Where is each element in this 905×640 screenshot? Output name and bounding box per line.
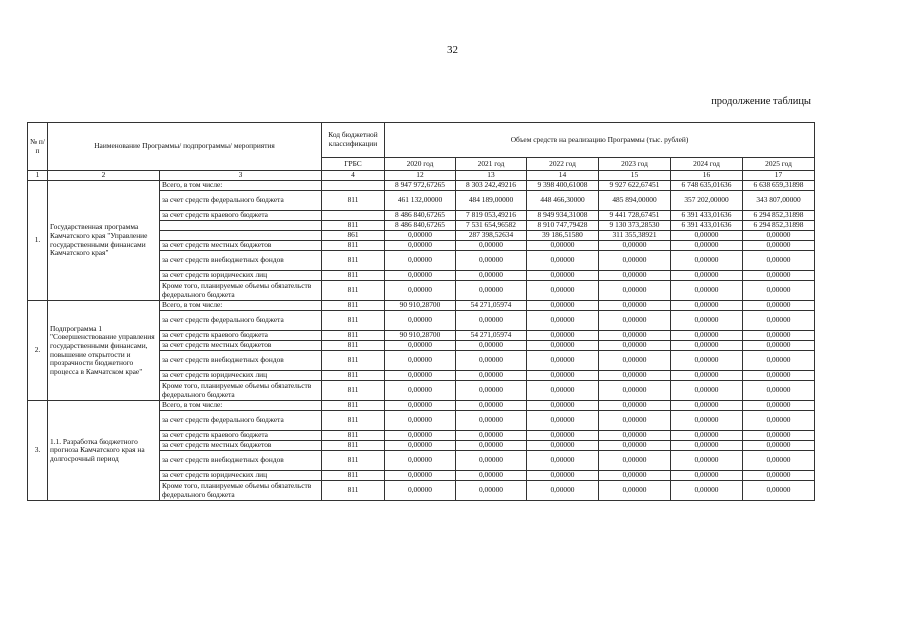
year-value: 0,00000 [385, 381, 456, 401]
year-value: 0,00000 [385, 441, 456, 451]
header-volume: Объем средств на реализацию Программы (тыс. рублей) [385, 123, 815, 158]
funding-source: Всего, в том числе: [160, 181, 322, 191]
year-value: 0,00000 [671, 301, 743, 311]
funding-source: Кроме того, планируемые объемы обязательств федерального бюджета [160, 281, 322, 301]
year-value: 90 910,28700 [385, 301, 456, 311]
funding-source: за счет средств федерального бюджета [160, 311, 322, 331]
year-value: 8 947 972,67265 [385, 181, 456, 191]
year-value: 9 927 622,67451 [599, 181, 671, 191]
year-value: 0,00000 [456, 471, 527, 481]
row-index: 3. [28, 401, 48, 501]
year-value: 0,00000 [743, 441, 815, 451]
column-number: 4 [322, 171, 385, 181]
grbs-code: 811 [322, 331, 385, 341]
year-value: 0,00000 [671, 381, 743, 401]
year-value: 6 294 852,31898 [743, 221, 815, 231]
year-value: 0,00000 [527, 481, 599, 501]
year-value: 7 819 053,49216 [456, 211, 527, 221]
year-value: 0,00000 [743, 231, 815, 241]
year-value: 0,00000 [671, 411, 743, 431]
funding-source: за счет средств краевого бюджета [160, 331, 322, 341]
header-year: 2020 год [385, 158, 456, 171]
year-value: 0,00000 [743, 401, 815, 411]
year-value: 448 466,30000 [527, 191, 599, 211]
grbs-code: 811 [322, 381, 385, 401]
year-value: 0,00000 [527, 251, 599, 271]
grbs-code: 811 [322, 281, 385, 301]
year-value: 0,00000 [385, 411, 456, 431]
header-year: 2025 год [743, 158, 815, 171]
grbs-code: 811 [322, 411, 385, 431]
table-header [28, 123, 815, 181]
year-value: 0,00000 [671, 331, 743, 341]
year-value: 0,00000 [671, 241, 743, 251]
year-value: 0,00000 [599, 351, 671, 371]
year-value: 357 202,00000 [671, 191, 743, 211]
year-value: 0,00000 [743, 271, 815, 281]
year-value: 0,00000 [527, 411, 599, 431]
year-value: 0,00000 [527, 471, 599, 481]
year-value: 0,00000 [527, 451, 599, 471]
year-value: 0,00000 [599, 341, 671, 351]
grbs-code: 811 [322, 221, 385, 231]
year-value: 0,00000 [456, 381, 527, 401]
column-number: 14 [527, 171, 599, 181]
year-value: 0,00000 [599, 331, 671, 341]
budget-table [27, 122, 815, 501]
column-number: 12 [385, 171, 456, 181]
funding-source: за счет средств федерального бюджета [160, 191, 322, 211]
year-value: 0,00000 [456, 371, 527, 381]
year-value: 0,00000 [671, 481, 743, 501]
year-value: 0,00000 [385, 471, 456, 481]
program-name: 1.1. Разработка бюджетного прогноза Камчатского края на долгосрочный период [48, 401, 160, 501]
program-name: Подпрограмма 1 "Совершенствование управления государственными финансами, повышение открытости и прозрачности бюджетного процесса в Камчатском крае" [48, 301, 160, 401]
grbs-code: 811 [322, 471, 385, 481]
header-year: 2024 год [671, 158, 743, 171]
year-value: 0,00000 [385, 351, 456, 371]
year-value: 0,00000 [527, 401, 599, 411]
year-value: 9 398 400,61008 [527, 181, 599, 191]
year-value: 287 398,52634 [456, 231, 527, 241]
year-value: 0,00000 [527, 311, 599, 331]
grbs-code [322, 181, 385, 191]
funding-source: за счет средств краевого бюджета [160, 211, 322, 221]
year-value: 0,00000 [527, 241, 599, 251]
column-number: 15 [599, 171, 671, 181]
column-number: 1 [28, 171, 48, 181]
year-value: 0,00000 [671, 401, 743, 411]
year-value: 0,00000 [527, 381, 599, 401]
year-value: 0,00000 [527, 281, 599, 301]
year-value: 0,00000 [599, 431, 671, 441]
year-value: 0,00000 [671, 281, 743, 301]
grbs-code: 811 [322, 481, 385, 501]
grbs-code: 811 [322, 191, 385, 211]
grbs-code: 811 [322, 301, 385, 311]
header-name: Наименование Программы/ подпрограммы/ мероприятия [48, 123, 322, 171]
year-value: 0,00000 [527, 341, 599, 351]
year-value: 0,00000 [671, 441, 743, 451]
year-value: 0,00000 [385, 451, 456, 471]
year-value: 0,00000 [743, 451, 815, 471]
year-value: 0,00000 [671, 231, 743, 241]
year-value: 0,00000 [599, 301, 671, 311]
year-value: 0,00000 [385, 311, 456, 331]
year-value: 0,00000 [456, 441, 527, 451]
year-value: 0,00000 [385, 231, 456, 241]
page-number: 32 [447, 44, 458, 56]
year-value: 8 486 840,67265 [385, 211, 456, 221]
funding-source [160, 231, 322, 241]
table-row [28, 181, 815, 191]
header-year: 2023 год [599, 158, 671, 171]
column-number: 2 [48, 171, 160, 181]
year-value: 0,00000 [527, 301, 599, 311]
year-value: 0,00000 [599, 281, 671, 301]
grbs-code: 811 [322, 371, 385, 381]
year-value: 0,00000 [385, 371, 456, 381]
funding-source: за счет средств краевого бюджета [160, 431, 322, 441]
year-value: 6 294 852,31898 [743, 211, 815, 221]
funding-source: за счет средств внебюджетных фондов [160, 351, 322, 371]
year-value: 0,00000 [599, 251, 671, 271]
year-value: 0,00000 [599, 241, 671, 251]
continuation-label: продолжение таблицы [711, 96, 811, 107]
year-value: 54 271,05974 [456, 331, 527, 341]
year-value: 0,00000 [743, 341, 815, 351]
header-grbs: ГРБС [322, 158, 385, 171]
grbs-code: 811 [322, 311, 385, 331]
year-value: 0,00000 [527, 271, 599, 281]
table-row [28, 301, 815, 311]
year-value: 0,00000 [671, 371, 743, 381]
year-value: 461 132,00000 [385, 191, 456, 211]
year-value: 8 910 747,79428 [527, 221, 599, 231]
year-value: 0,00000 [456, 351, 527, 371]
year-value: 8 303 242,49216 [456, 181, 527, 191]
year-value: 0,00000 [743, 481, 815, 501]
year-value: 0,00000 [527, 351, 599, 371]
funding-source: за счет средств юридических лиц [160, 471, 322, 481]
year-value: 9 130 373,28530 [599, 221, 671, 231]
year-value: 0,00000 [599, 471, 671, 481]
grbs-code: 811 [322, 451, 385, 471]
year-value: 0,00000 [456, 311, 527, 331]
year-value: 0,00000 [599, 441, 671, 451]
year-value: 90 910,28700 [385, 331, 456, 341]
grbs-code: 811 [322, 351, 385, 371]
year-value: 343 807,00000 [743, 191, 815, 211]
grbs-code: 811 [322, 271, 385, 281]
grbs-code: 811 [322, 241, 385, 251]
funding-source: за счет средств юридических лиц [160, 271, 322, 281]
year-value: 0,00000 [385, 281, 456, 301]
funding-source: за счет средств местных бюджетов [160, 241, 322, 251]
year-value: 0,00000 [671, 311, 743, 331]
grbs-code: 811 [322, 441, 385, 451]
year-value: 0,00000 [671, 431, 743, 441]
row-index: 2. [28, 301, 48, 401]
year-value: 6 391 433,01636 [671, 221, 743, 231]
year-value: 0,00000 [743, 381, 815, 401]
table-row [28, 401, 815, 411]
year-value: 0,00000 [599, 371, 671, 381]
year-value: 0,00000 [456, 431, 527, 441]
year-value: 0,00000 [671, 271, 743, 281]
year-value: 0,00000 [385, 241, 456, 251]
grbs-code: 811 [322, 401, 385, 411]
funding-source: Кроме того, планируемые объемы обязательств федерального бюджета [160, 381, 322, 401]
year-value: 6 748 635,01636 [671, 181, 743, 191]
year-value: 0,00000 [385, 401, 456, 411]
year-value: 0,00000 [456, 341, 527, 351]
funding-source: за счет средств федерального бюджета [160, 411, 322, 431]
funding-source [160, 221, 322, 231]
funding-source: Кроме того, планируемые объемы обязательств федерального бюджета [160, 481, 322, 501]
year-value: 0,00000 [456, 281, 527, 301]
year-value: 0,00000 [743, 311, 815, 331]
year-value: 0,00000 [527, 331, 599, 341]
year-value: 0,00000 [671, 341, 743, 351]
year-value: 0,00000 [599, 271, 671, 281]
funding-source: за счет средств местных бюджетов [160, 441, 322, 451]
year-value: 6 391 433,01636 [671, 211, 743, 221]
year-value: 0,00000 [385, 271, 456, 281]
year-value: 311 355,38921 [599, 231, 671, 241]
year-value: 0,00000 [456, 271, 527, 281]
year-value: 0,00000 [743, 431, 815, 441]
year-value: 0,00000 [743, 281, 815, 301]
funding-source: за счет средств внебюджетных фондов [160, 251, 322, 271]
year-value: 0,00000 [671, 451, 743, 471]
year-value: 0,00000 [385, 251, 456, 271]
grbs-code [322, 211, 385, 221]
year-value: 8 949 934,31008 [527, 211, 599, 221]
column-number: 3 [160, 171, 322, 181]
grbs-code: 811 [322, 431, 385, 441]
column-number-row [28, 171, 815, 181]
year-value: 0,00000 [385, 431, 456, 441]
year-value: 0,00000 [743, 331, 815, 341]
column-number: 16 [671, 171, 743, 181]
year-value: 0,00000 [456, 401, 527, 411]
year-value: 0,00000 [743, 251, 815, 271]
year-value: 0,00000 [743, 411, 815, 431]
row-index: 1. [28, 181, 48, 301]
year-value: 0,00000 [671, 251, 743, 271]
funding-source: за счет средств внебюджетных фондов [160, 451, 322, 471]
year-value: 0,00000 [743, 371, 815, 381]
grbs-code: 811 [322, 341, 385, 351]
year-value: 0,00000 [456, 241, 527, 251]
year-value: 0,00000 [456, 481, 527, 501]
year-value: 0,00000 [743, 241, 815, 251]
column-number: 13 [456, 171, 527, 181]
year-value: 39 186,51580 [527, 231, 599, 241]
year-value: 0,00000 [456, 451, 527, 471]
year-value: 9 441 728,67451 [599, 211, 671, 221]
year-value: 0,00000 [527, 431, 599, 441]
header-year: 2022 год [527, 158, 599, 171]
column-number: 17 [743, 171, 815, 181]
program-name: Государственная программа Камчатского края "Управление государственными финансами Камчатского края" [48, 181, 160, 301]
year-value: 0,00000 [671, 471, 743, 481]
year-value: 8 486 840,67265 [385, 221, 456, 231]
funding-source: за счет средств местных бюджетов [160, 341, 322, 351]
grbs-code: 861 [322, 231, 385, 241]
year-value: 0,00000 [599, 481, 671, 501]
funding-source: за счет средств юридических лиц [160, 371, 322, 381]
year-value: 0,00000 [743, 351, 815, 371]
year-value: 0,00000 [456, 411, 527, 431]
header-no: № п/п [28, 123, 48, 171]
grbs-code: 811 [322, 251, 385, 271]
year-value: 0,00000 [385, 481, 456, 501]
year-value: 484 189,00000 [456, 191, 527, 211]
year-value: 485 894,00000 [599, 191, 671, 211]
year-value: 0,00000 [743, 471, 815, 481]
year-value: 6 638 659,31898 [743, 181, 815, 191]
funding-source: Всего, в том числе: [160, 401, 322, 411]
year-value: 0,00000 [599, 451, 671, 471]
year-value: 0,00000 [599, 401, 671, 411]
year-value: 0,00000 [456, 251, 527, 271]
year-value: 0,00000 [671, 351, 743, 371]
funding-source: Всего, в том числе: [160, 301, 322, 311]
year-value: 0,00000 [743, 301, 815, 311]
header-year: 2021 год [456, 158, 527, 171]
year-value: 0,00000 [599, 411, 671, 431]
table-body [28, 181, 815, 501]
year-value: 0,00000 [599, 311, 671, 331]
year-value: 0,00000 [385, 341, 456, 351]
year-value: 0,00000 [527, 371, 599, 381]
header-code: Код бюджетной классификации [322, 123, 385, 158]
year-value: 54 271,05974 [456, 301, 527, 311]
year-value: 7 531 654,96582 [456, 221, 527, 231]
year-value: 0,00000 [599, 381, 671, 401]
year-value: 0,00000 [527, 441, 599, 451]
